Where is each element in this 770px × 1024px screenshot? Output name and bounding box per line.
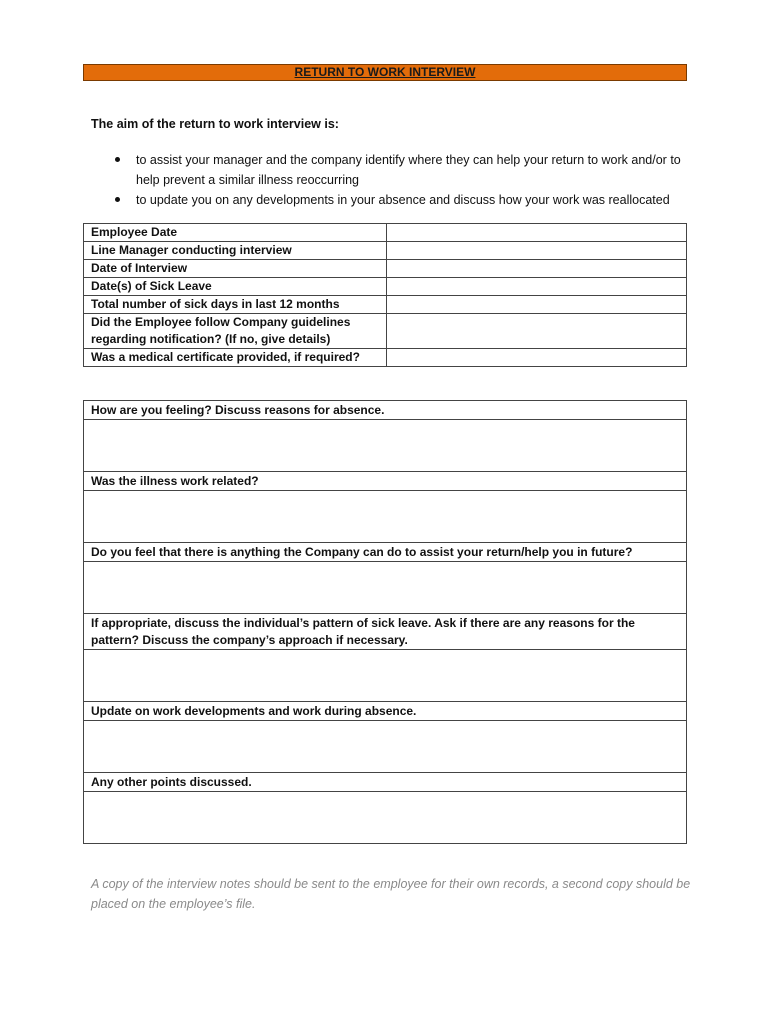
question-other-points: Any other points discussed. (84, 773, 687, 792)
sick-days-total-label: Total number of sick days in last 12 months (84, 296, 387, 314)
table-row (84, 224, 687, 242)
table-row (84, 349, 687, 367)
aim-bullet-text: to assist your manager and the company identify where they can help your return to work and/or to help prevent a similar illness reoccurring (136, 153, 681, 187)
answer-sick-leave-pattern-field[interactable] (84, 650, 687, 702)
guidelines-followed-label: Did the Employee follow Company guidelines regarding notification? (If no, give details) (84, 314, 387, 349)
question-row (84, 702, 687, 721)
aim-bullet-list (91, 150, 691, 210)
question-work-updates: Update on work developments and work during absence. (84, 702, 687, 721)
employee-date-label: Employee Date (84, 224, 387, 242)
aim-bullet-item (91, 150, 691, 190)
employee-details-table (83, 223, 687, 367)
medical-certificate-field[interactable] (387, 349, 687, 367)
table-row (84, 296, 687, 314)
line-manager-label: Line Manager conducting interview (84, 242, 387, 260)
line-manager-field[interactable] (387, 242, 687, 260)
answer-row (84, 420, 687, 472)
answer-row (84, 650, 687, 702)
question-feeling: How are you feeling? Discuss reasons for absence. (84, 401, 687, 420)
question-row (84, 401, 687, 420)
table-row (84, 242, 687, 260)
question-row (84, 543, 687, 562)
answer-row (84, 721, 687, 773)
aim-bullet-item (91, 190, 691, 210)
answer-row (84, 491, 687, 543)
form-title-bar (83, 64, 687, 81)
table-row (84, 260, 687, 278)
answer-work-related-field[interactable] (84, 491, 687, 543)
table-row (84, 314, 687, 349)
guidelines-followed-field[interactable] (387, 314, 687, 349)
question-work-related: Was the illness work related? (84, 472, 687, 491)
answer-feeling-field[interactable] (84, 420, 687, 472)
interview-questions-table (83, 400, 687, 844)
bullet-dot-icon (115, 197, 120, 202)
sick-days-total-field[interactable] (387, 296, 687, 314)
answer-company-assist-field[interactable] (84, 562, 687, 614)
form-title: RETURN TO WORK INTERVIEW (294, 65, 476, 79)
question-row (84, 773, 687, 792)
table-row (84, 278, 687, 296)
question-row (84, 614, 687, 650)
answer-row (84, 562, 687, 614)
medical-certificate-label: Was a medical certificate provided, if required? (84, 349, 387, 367)
question-company-assist: Do you feel that there is anything the Company can do to assist your return/help you in future? (84, 543, 687, 562)
answer-work-updates-field[interactable] (84, 721, 687, 773)
bullet-dot-icon (115, 157, 120, 162)
answer-row (84, 792, 687, 844)
sick-leave-dates-field[interactable] (387, 278, 687, 296)
answer-other-points-field[interactable] (84, 792, 687, 844)
footer-note: A copy of the interview notes should be sent to the employee for their own records, a second copy should be placed on the employee’s file. (91, 877, 691, 911)
employee-date-field[interactable] (387, 224, 687, 242)
interview-date-field[interactable] (387, 260, 687, 278)
question-row (84, 472, 687, 491)
interview-date-label: Date of Interview (84, 260, 387, 278)
aim-heading: The aim of the return to work interview is: (91, 117, 339, 131)
sick-leave-dates-label: Date(s) of Sick Leave (84, 278, 387, 296)
aim-bullet-text: to update you on any developments in your absence and discuss how your work was reallocated (136, 193, 670, 207)
question-sick-leave-pattern: If appropriate, discuss the individual’s pattern of sick leave. Ask if there are any reasons for the pattern? Discuss the company’s approach if necessary. (84, 614, 687, 650)
